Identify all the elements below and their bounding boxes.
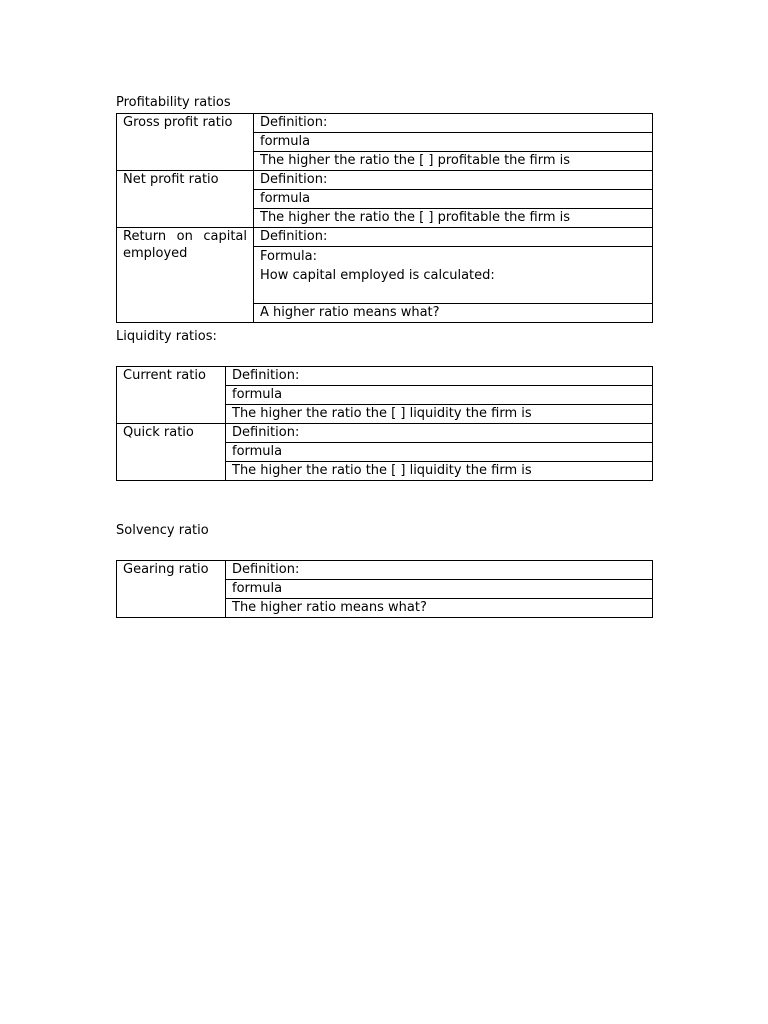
note-cell: The higher the ratio the [ ] profitable the firm is: [254, 152, 653, 171]
ratio-name-roce: Return on capital employed: [117, 228, 254, 323]
formula-cell: formula: [226, 386, 653, 405]
ratio-name-gearing: Gearing ratio: [117, 561, 226, 618]
note-cell: The higher the ratio the [ ] profitable the firm is: [254, 209, 653, 228]
formula-cell: formula: [254, 133, 653, 152]
ratio-name-gross-profit: Gross profit ratio: [117, 114, 254, 171]
ratio-name-net-profit: Net profit ratio: [117, 171, 254, 228]
note-cell: The higher the ratio the [ ] liquidity the firm is: [226, 462, 653, 481]
liquidity-table: [116, 366, 653, 481]
table-row: [117, 367, 653, 386]
ratio-name-current: Current ratio: [117, 367, 226, 424]
definition-cell: Definition:: [254, 171, 653, 190]
profitability-heading: Profitability ratios: [116, 95, 231, 110]
formula-cell: formula: [226, 443, 653, 462]
formula-cell: formula: [226, 580, 653, 599]
definition-cell: Definition:: [226, 367, 653, 386]
note-cell: The higher ratio means what?: [226, 599, 653, 618]
definition-cell: Definition:: [226, 424, 653, 443]
table-row: [117, 171, 653, 190]
table-row: [117, 114, 653, 133]
capital-employed-label: How capital employed is calculated:: [260, 268, 495, 283]
definition-cell: Definition:: [254, 114, 653, 133]
profitability-table: [116, 113, 653, 323]
table-row: [117, 561, 653, 580]
note-cell: The higher the ratio the [ ] liquidity the firm is: [226, 405, 653, 424]
note-cell: A higher ratio means what?: [254, 304, 653, 323]
definition-cell: Definition:: [254, 228, 653, 247]
solvency-table: [116, 560, 653, 618]
formula-cell: [254, 247, 653, 304]
table-row: [117, 424, 653, 443]
liquidity-heading: Liquidity ratios:: [116, 329, 217, 344]
ratio-name-quick: Quick ratio: [117, 424, 226, 481]
table-row: [117, 228, 653, 247]
formula-cell: formula: [254, 190, 653, 209]
formula-label: Formula:: [260, 249, 317, 264]
solvency-heading: Solvency ratio: [116, 523, 209, 538]
definition-cell: Definition:: [226, 561, 653, 580]
